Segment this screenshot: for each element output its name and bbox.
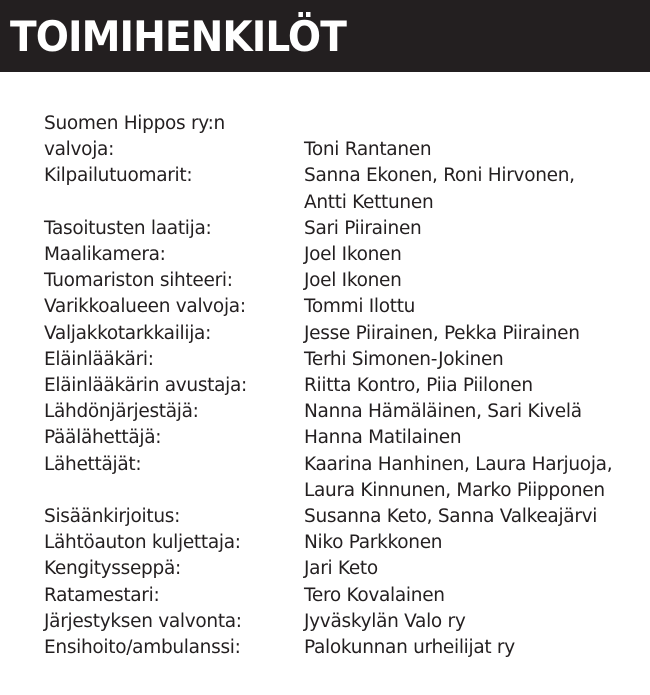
official-names	[304, 163, 634, 215]
official-row	[44, 242, 634, 268]
role-label: Järjestyksen valvonta:	[44, 610, 242, 632]
role-label: Valjakkotarkkailija:	[44, 322, 212, 344]
official-names	[304, 530, 634, 556]
official-names-line: Jyväskylän Valo ry	[304, 610, 466, 632]
official-row	[44, 556, 634, 582]
officials-rows	[44, 137, 634, 661]
official-names-line: Jesse Piirainen, Pekka Piirainen	[304, 322, 580, 344]
official-names-line: Nanna Hämäläinen, Sari Kivelä	[304, 401, 582, 423]
role-label: Lähdönjärjestäjä:	[44, 401, 199, 423]
intro-label: Suomen Hippos ry:n	[44, 113, 225, 134]
role-label: Ratamestari:	[44, 584, 160, 606]
official-names-line: Sanna Ekonen, Roni Hirvonen,	[304, 165, 575, 187]
official-names-line: Palokunnan urheilijat ry	[304, 637, 515, 659]
official-names	[304, 268, 634, 294]
official-names	[304, 556, 634, 582]
official-names	[304, 399, 634, 425]
official-names-line: Joel Ikonen	[304, 270, 402, 292]
official-row	[44, 425, 634, 451]
role-label: Varikkoalueen valvoja:	[44, 296, 246, 318]
role-label: Lähettäjät:	[44, 453, 142, 475]
official-row	[44, 137, 634, 163]
official-names	[304, 504, 634, 530]
official-names	[304, 216, 634, 242]
official-names-line: Terhi Simonen-Jokinen	[304, 348, 504, 370]
official-names-line: Laura Kinnunen, Marko Piipponen	[304, 479, 605, 501]
official-names	[304, 425, 634, 451]
role-label: Lähtöauton kuljettaja:	[44, 532, 241, 554]
official-names-line: Joel Ikonen	[304, 244, 402, 266]
page-title: TOIMIHENKILÖT	[10, 12, 346, 61]
official-row	[44, 504, 634, 530]
official-names	[304, 294, 634, 320]
role-label: Eläinlääkärin avustaja:	[44, 375, 247, 397]
official-names	[304, 452, 634, 504]
official-names-line: Susanna Keto, Sanna Valkeajärvi	[304, 506, 598, 528]
official-row	[44, 321, 634, 347]
official-row	[44, 399, 634, 425]
official-row	[44, 452, 634, 504]
header-bar	[0, 0, 650, 72]
official-names-line: Jari Keto	[304, 558, 378, 580]
official-row	[44, 635, 634, 661]
role-label: Kilpailutuomarit:	[44, 165, 193, 187]
official-names-line: Tero Kovalainen	[304, 584, 445, 606]
official-row	[44, 530, 634, 556]
official-row	[44, 609, 634, 635]
official-names-line: Tommi Ilottu	[304, 296, 416, 318]
role-label: Eläinlääkäri:	[44, 348, 154, 370]
official-names-line: Sari Piirainen	[304, 217, 422, 239]
official-names	[304, 321, 634, 347]
role-label: Päälähettäjä:	[44, 427, 162, 449]
officials-list	[44, 111, 634, 661]
official-row	[44, 268, 634, 294]
official-names-line: Antti Kettunen	[304, 191, 434, 213]
official-names	[304, 242, 634, 268]
official-row	[44, 373, 634, 399]
official-row	[44, 294, 634, 320]
role-label: Sisäänkirjoitus:	[44, 506, 181, 528]
official-names	[304, 609, 634, 635]
official-names-line: Toni Rantanen	[304, 139, 432, 161]
intro-row	[44, 111, 634, 137]
role-label: valvoja:	[44, 139, 115, 161]
official-row	[44, 163, 634, 215]
official-row	[44, 583, 634, 609]
role-label: Tuomariston sihteeri:	[44, 270, 233, 292]
official-row	[44, 216, 634, 242]
role-label: Tasoitusten laatija:	[44, 217, 212, 239]
official-names-line: Niko Parkkonen	[304, 532, 443, 554]
official-names-line: Hanna Matilainen	[304, 427, 462, 449]
official-names	[304, 373, 634, 399]
official-names	[304, 137, 634, 163]
official-names	[304, 347, 634, 373]
official-names-line: Kaarina Hanhinen, Laura Harjuoja,	[304, 453, 613, 475]
role-label: Maalikamera:	[44, 244, 166, 266]
role-label: Ensihoito/ambulanssi:	[44, 637, 241, 659]
official-names	[304, 583, 634, 609]
official-names-line: Riitta Kontro, Piia Piilonen	[304, 375, 533, 397]
role-label: Kengitysseppä:	[44, 558, 181, 580]
official-names	[304, 635, 634, 661]
official-row	[44, 347, 634, 373]
